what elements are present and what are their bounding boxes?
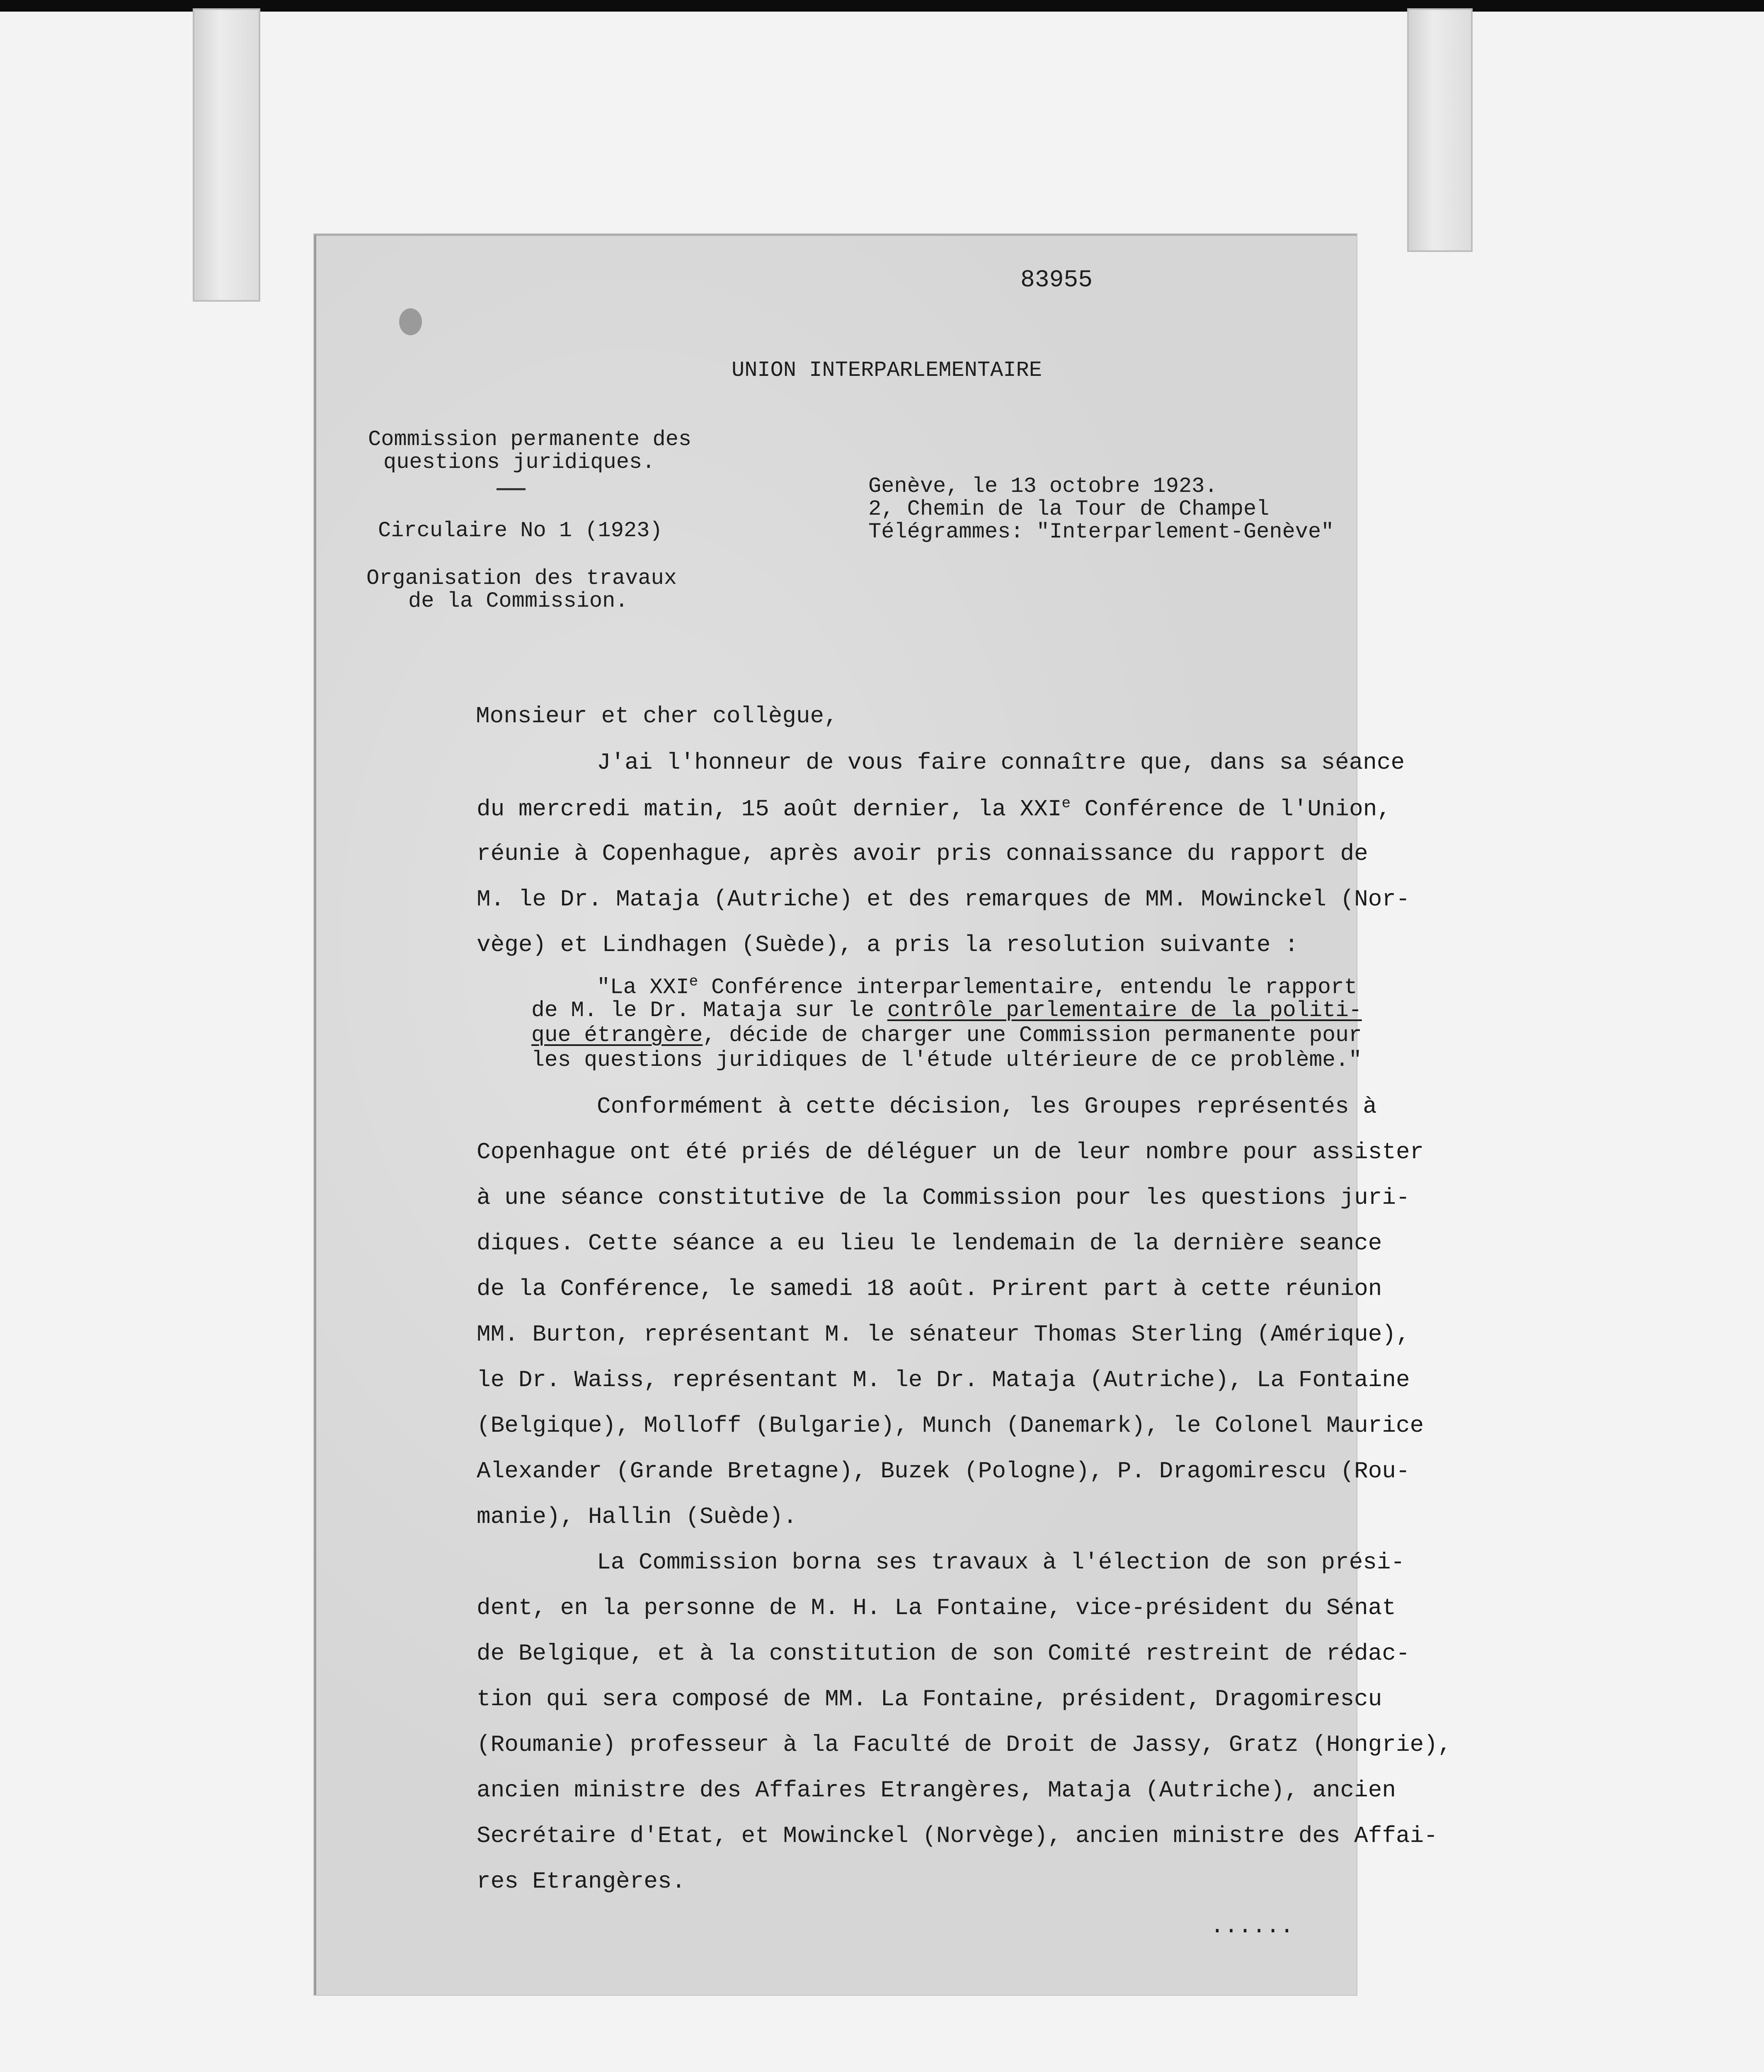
commission-line-2: questions juridiques. [383, 450, 655, 474]
para2-line: Alexander (Grande Bretagne), Buzek (Pologne), P. Dragomirescu (Rou- [477, 1458, 1410, 1484]
document-header: UNION INTERPARLEMENTAIRE [732, 358, 1042, 382]
para3-line: La Commission borna ses travaux à l'élection de son prési- [597, 1549, 1405, 1576]
quote-line: les questions juridiques de l'étude ultérieure de ce problème." [531, 1048, 1362, 1072]
para2-line: MM. Burton, représentant M. le sénateur Thomas Sterling (Amérique), [477, 1321, 1410, 1348]
para1-line: M. le Dr. Mataja (Autriche) et des remarques de MM. Mowinckel (Nor- [477, 886, 1410, 913]
para1-line: vège) et Lindhagen (Suède), a pris la resolution suivante : [477, 932, 1299, 958]
para2-line: le Dr. Waiss, représentant M. le Dr. Mataja (Autriche), La Fontaine [477, 1367, 1410, 1393]
para1-line: réunie à Copenhague, après avoir pris connaissance du rapport de [477, 840, 1368, 867]
tape-top-left [193, 8, 260, 302]
document-number: 83955 [1020, 267, 1093, 294]
para3-line: dent, en la personne de M. H. La Fontaine, vice-président du Sénat [477, 1595, 1396, 1621]
continuation-dots: ...... [1210, 1913, 1294, 1939]
para2-line: manie), Hallin (Suède). [477, 1503, 797, 1530]
quote-line: que étrangère, décide de charger une Commission permanente pour [531, 1023, 1362, 1048]
telegram-line: Télégrammes: "Interparlement-Genève" [868, 520, 1334, 544]
separator-dash [497, 488, 526, 490]
para2-line: Copenhague ont été priés de déléguer un de leur nombre pour assister [477, 1139, 1424, 1165]
film-border-top [0, 0, 1764, 12]
quote-line: "La XXIe Conférence interparlementaire, entendu le rapport [597, 973, 1357, 1000]
tape-top-right [1407, 8, 1473, 252]
commission-line-1: Commission permanente des [368, 427, 692, 452]
para2-line: diques. Cette séance a eu lieu le lendemain de la dernière seance [477, 1230, 1382, 1256]
para1-line: du mercredi matin, 15 août dernier, la XXIe Conférence de l'Union, [477, 795, 1391, 823]
subject-line-2: de la Commission. [408, 589, 628, 613]
para3-line: (Roumanie) professeur à la Faculté de Droit de Jassy, Gratz (Hongrie), [477, 1731, 1452, 1758]
address-line: 2, Chemin de la Tour de Champel [868, 497, 1270, 521]
para3-line: res Etrangères. [477, 1868, 686, 1895]
date-line: Genève, le 13 octobre 1923. [868, 474, 1218, 499]
para3-line: de Belgique, et à la constitution de son Comité restreint de rédac- [477, 1640, 1410, 1667]
para3-line: tion qui sera composé de MM. La Fontaine, président, Dragomirescu [477, 1686, 1382, 1712]
salutation: Monsieur et cher collègue, [476, 703, 838, 729]
para2-line: Conformément à cette décision, les Groupes représentés à [597, 1093, 1377, 1120]
circular-number: Circulaire No 1 (1923) [378, 518, 663, 543]
para3-line: ancien ministre des Affaires Etrangères, Mataja (Autriche), ancien [477, 1777, 1396, 1803]
para2-line: (Belgique), Molloff (Bulgarie), Munch (Danemark), le Colonel Maurice [477, 1412, 1424, 1439]
subject-line-1: Organisation des travaux [366, 566, 677, 591]
para1-line: J'ai l'honneur de vous faire connaître que, dans sa séance [597, 749, 1405, 776]
para2-line: à une séance constitutive de la Commission pour les questions juri- [477, 1184, 1410, 1211]
para2-line: de la Conférence, le samedi 18 août. Prirent part à cette réunion [477, 1276, 1382, 1302]
punch-hole [399, 308, 422, 335]
quote-line: de M. le Dr. Mataja sur le contrôle parlementaire de la politi- [531, 998, 1362, 1023]
para3-line: Secrétaire d'Etat, et Mowinckel (Norvège), ancien ministre des Affai- [477, 1823, 1438, 1849]
